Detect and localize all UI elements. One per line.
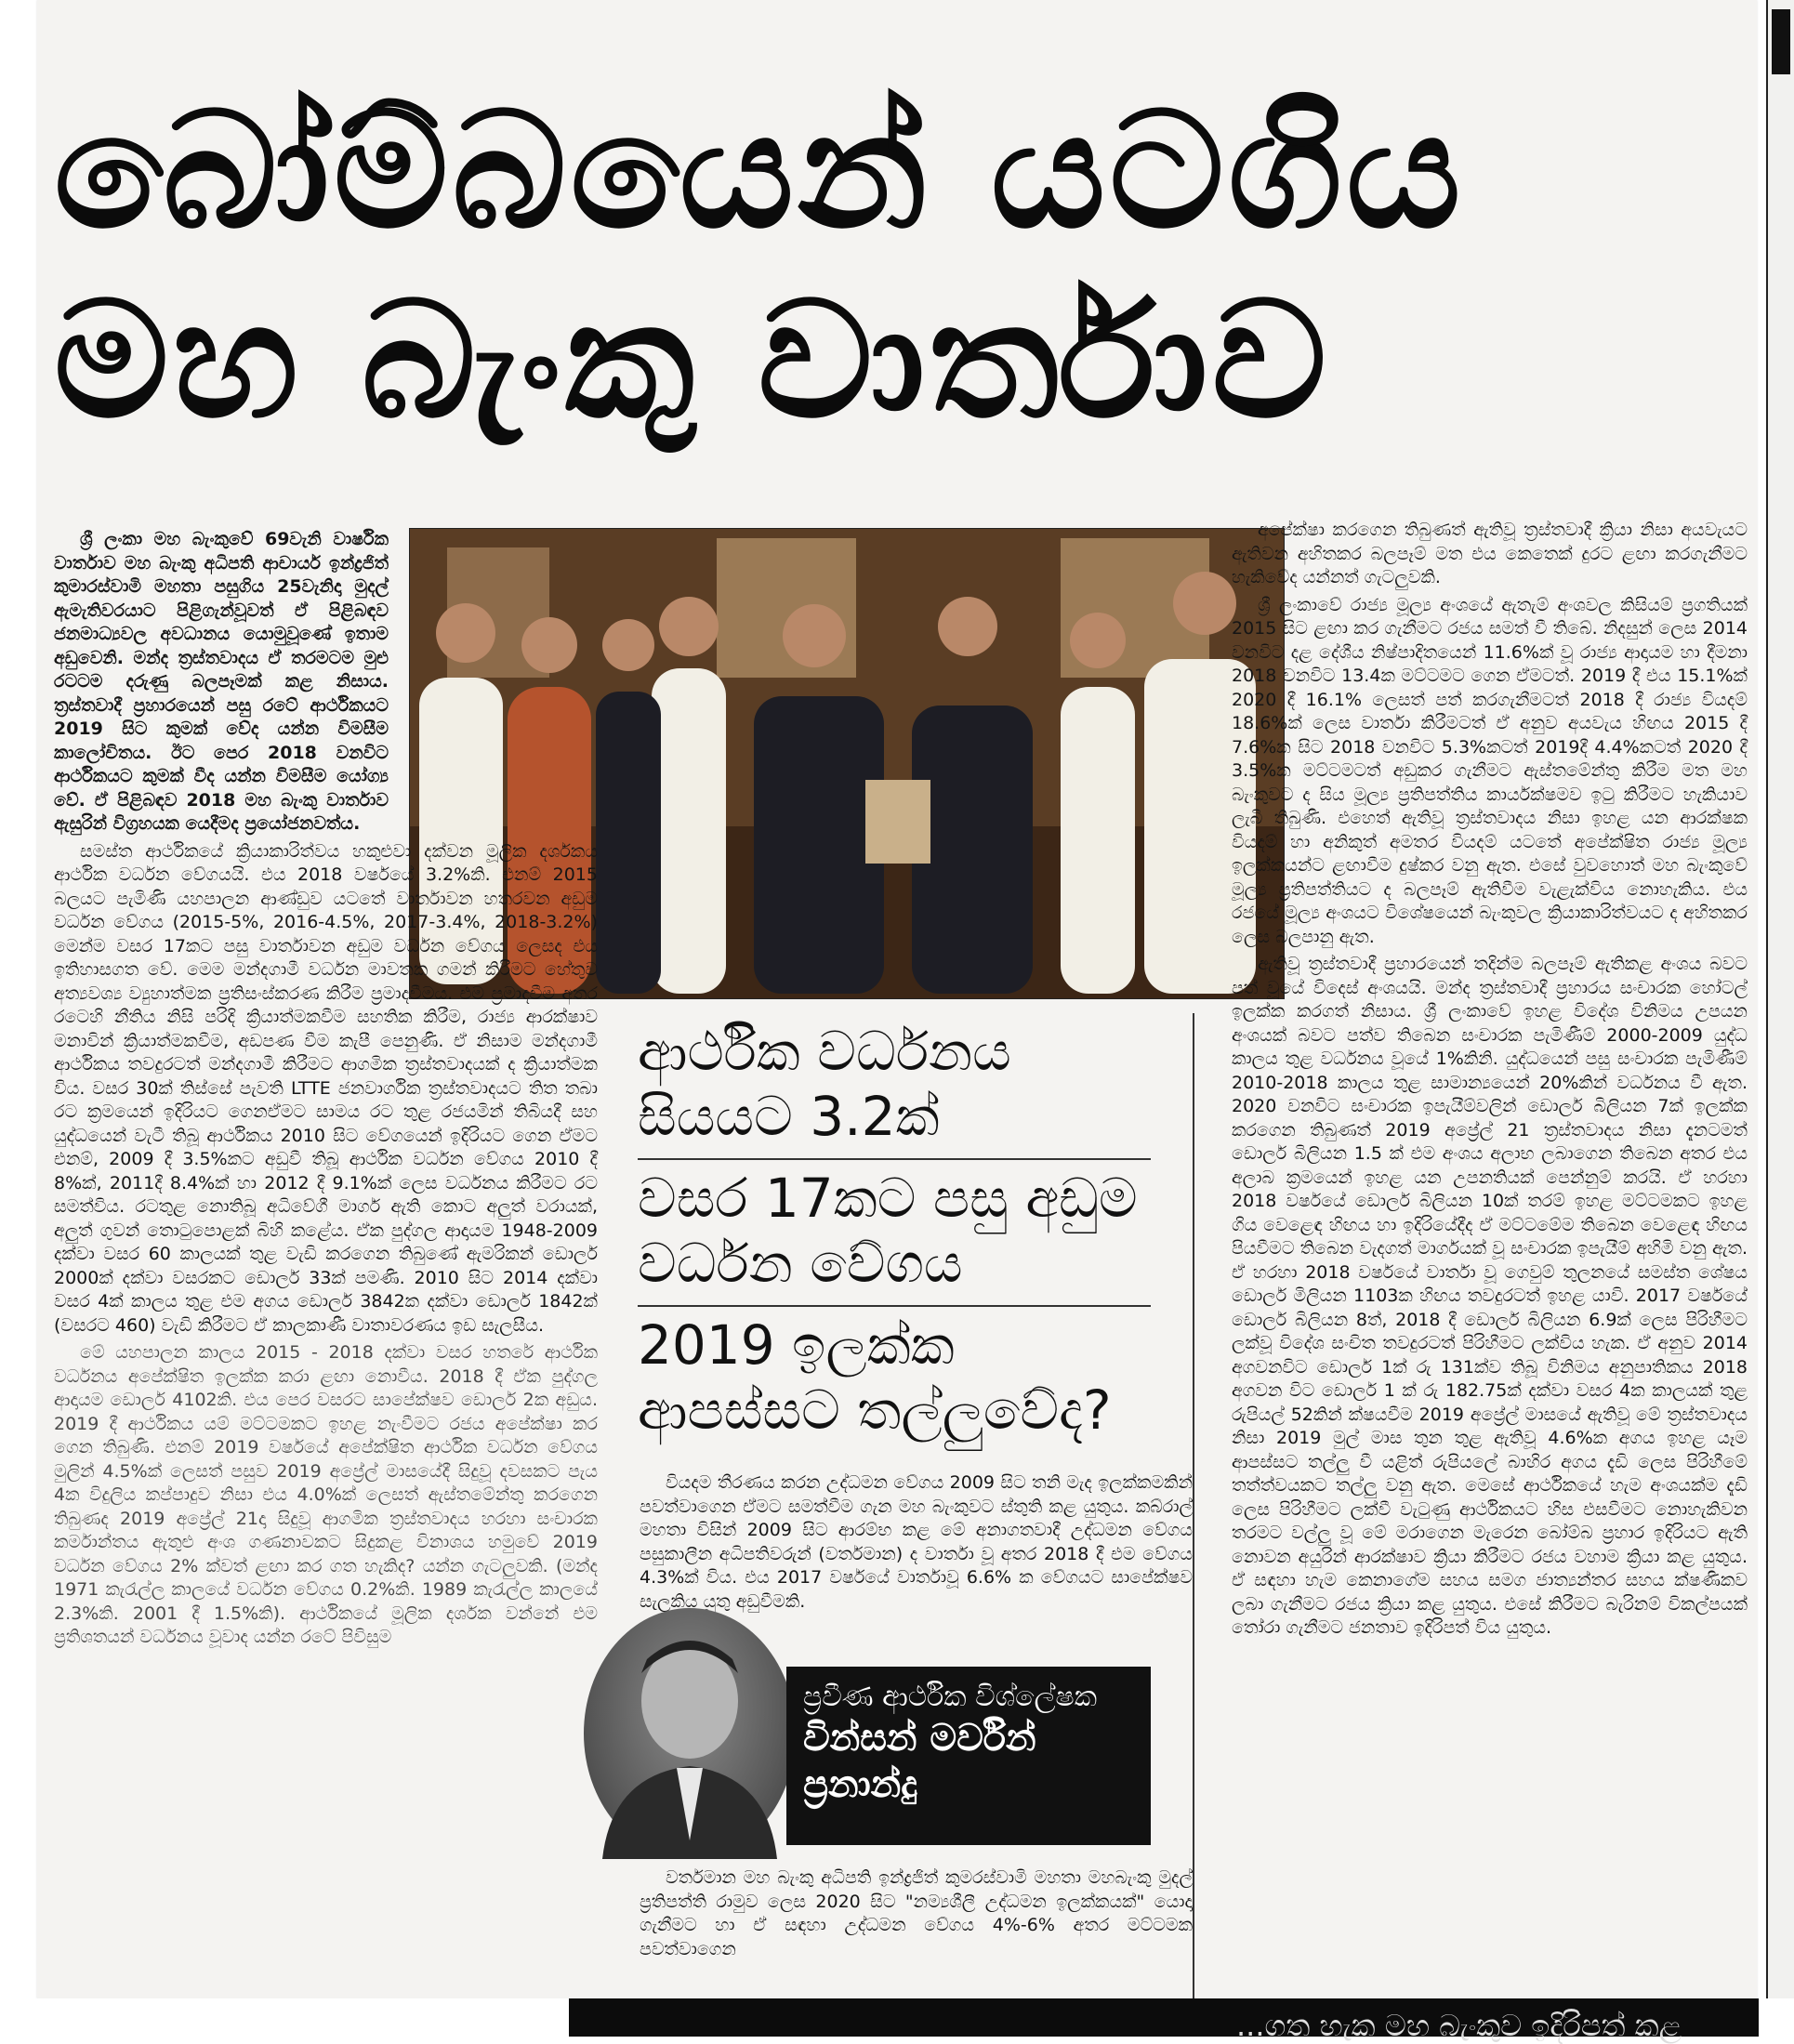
headline-line-2: මහ බැංකු වාර්තාව [54,267,1331,454]
edge-mark [1772,9,1790,74]
adjacent-page-edge [1766,0,1794,2037]
subheadings [638,1013,1151,1452]
headline-line-1: බෝම්බයෙන් යටගිය [54,77,1465,264]
article-paragraph: වියදම තීරණය කරන උද්ධමන වේගය 2009 සිට තනි මැද ඉලක්කමකින් පවත්වාගෙන ඒමට සමත්වීම ගැන මහ බැංකුවට ස්තුති කළ යුතුය. කබ්රාල් මහතා විසින් 2009 සිට ආරම්භ කළ මේ අනාගතවාදී උද්ධමන වේගය පසුකාලීන අධිපතිවරුන් (වර්තමාන) ද වාර්තා වූ අතර 2018 දී එම වේගය 4.3%ක් විය. එය 2017 වර්ෂයේ වාර්තාවූ 6.6% ක වේගයට සාපේක්ෂව සැලකිය යුතු අඩුවීමකි. [640,1472,1193,1612]
article-paragraph: අපේක්ෂා කරගෙන තිබුණත් ඇතිවූ ත්‍රස්තවාදී ක්‍රියා නිසා අයවැයට ඇතිවන අහිතකර බලපෑම් මත එය කෙතෙක් දුරට ළඟා කරගැනීමට හැකිවේද යන්නත් ගැටලුවකි. [1232,520,1748,587]
article-column-1 [54,528,598,1992]
article-paragraph: සමස්ත ආර්ථිකයේ ක්‍රියාකාරිත්වය හකුළුවා දක්වන මූලික දර්ශකය ආර්ථික වර්ධන වේගයයි. එය 2018 වර්ෂයේ 3.2%කි. එනම් 2015 බලයට පැමිණි යහපාලන ආණ්ඩුව යටතේ වාර්තාවන හතරවන අඩුම වර්ධන වේගය (2015-5%, 2016-4.5%, 2017-3.4%, 2018-3.2%) මෙන්ම වසර 17කට පසු වාර්තාවන අඩුම වර්ධන වේගය ලෙසද එය ඉතිහාසගත වේ. මෙම මන්දගාමී වර්ධන මාවතක ගමන් කිරීමට හේතුව අත්‍යවශ්‍ය ව්‍යුහාත්මක ප්‍රතිසංස්කරණ කිරීම ප්‍රමාදවීමය. එම ප්‍රමාදවීම අතර රටෙහි නීතිය නිසි පරිදි ක්‍රියාත්මකවීම සහතික කිරීම, රාජ්‍ය ආරක්ෂාව මනාවින් ක්‍රියාත්මකවීම, අඩපණ වීම කැපී පෙනුණි. ඒ නිසාම මන්දගාමී ආර්ථිකය තවදුරටත් මන්දගාමී කිරීමට ආගමික ත්‍රස්තවාදයක් ද ක්‍රියාත්මක විය. වසර 30ක් තිස්සේ පැවති LTTE ජනවාර්ගික ත්‍රස්තවාදයට තිත තබා රට ක්‍රමයෙන් ඉදිරියට ගෙනඒමට සාමය රට තුළ රජයමින් තිබියදී සහ යුද්ධයෙන් වැටී තිබූ ආර්ථිකය 2010 සිට වේගයෙන් ඉදිරියට ගෙන ඒමට එනම්, 2009 දී 3.5%කට අඩුවී තිබූ ආර්ථික වර්ධන වේගය 2010 දී 8%ක්, 2011දී 8.4%ක් හා 2012 දී 9.1%ක් ලෙස වර්ධනය කිරීමට රට සමත්විය. රටතුළ නොතිබූ අධිවේගී මාර්ග ඇති කොට අලුත් වරායක්, අලුත් ගුවන් තොටුපොළක් බිහි කළේය. ඒක පුද්ගල ආදායම 1948-2009 දක්වා වසර 60 කාලයක් තුළ වැඩි කරගෙන තිබුණේ ඇමරිකන් ඩොලර් 2000ක් දක්වා වසරකට ඩොලර් 33ක් පමණි. 2010 සිට 2014 දක්වා වසර 4ක් කාලය තුළ එම අගය ඩොලර් 3842ක දක්වා ඩොලර් 1842ක් (වසරට 460) වැඩි කිරීමට ඒ කාලකාණී වාතාවරණය ඉඩ සැලසීය. [54,840,598,1336]
author-name-line-2: ප්‍රනාන්දු [803,1763,917,1806]
article-paragraph: මේ යහපාලන කාලය 2015 - 2018 දක්වා වසර හතරේ ආර්ථික වර්ධනය අපේක්ෂිත ඉලක්ක කරා ළඟා නොවීය. 2018 දී ඒක පුද්ගල ආදායම ඩොලර් 4102කි. එය පෙර වසරට සාපේක්ෂව ඩොලර් 2ක අඩුය. 2019 දී ආර්ථිකය යම් මට්ටමකට ඉහළ නැංවීමට රජය අපේක්ෂා කර ගෙන තිබුණි. එනම් 2019 වර්ෂයේ අපේක්ෂිත ආර්ථික වර්ධන වේගය මුලින් 4.5%ක් ලෙසත් පසුව 2019 අප්‍රේල් මාසයේදී සිදුවූ දවසකට පැය 4ක විදුලිය කප්පාදුව නිසා එය 4.0%ක් ලෙසත් ඇස්තමේන්තු කරගෙන තිබුණද 2019 අප්‍රේල් 21දා සිදුවූ ආගමික ත්‍රස්තවාදය හරහා සංචාරක කර්මාන්තය ඇතුළු අංශ ගණනාවකට සිදුකළ විනාශය හමුවේ 2019 වර්ධන වේගය 2% ක්වත් ළඟා කර ගත හැකිද? යන්න ගැටලුවකි. (මන්ද 1971 කැරැල්ල කාලයේ වර්ධන වේගය 0.2%කි. 1989 කැරැල්ල කාලයේ 2.3%කි. 2001 දී 1.5%කි). ආර්ථිකයේ මූලික දර්ශක වන්නේ එම ප්‍රතිශතයන් වර්ධනය වූවාද යන්න රටේ පිවිසුම [54,1342,598,1647]
article-column-3 [1232,519,1748,1997]
article-paragraph: ශ්‍රී ලංකාවේ රාජ්‍ය මූල්‍ය අංශයේ ඇතැම් අංශවල කිසියම් ප්‍රගතියක් 2015 සිට ළඟා කර ගැනීමට රජය සමත් වී තිබේ. නිදසුන් ලෙස 2014 වනවිට දළ දේශීය නිෂ්පාදිතයෙන් 11.6%ක් වූ රාජ්‍ය ආදායම හා දීමනා 2018 වනවිට 13.4ක මට්ටමට ගෙන ඒමටත්. 2019 දී එය 15.1%ක් 2020 දී 16.1% ලෙසත් පත් කරගැනීමටත් 2018 දී රාජ්‍ය වියදම් 18.6%ක් ලෙස වාර්තා කිරීමටත් ඒ අනුව අයවැය හිඟය 2015 දී 7.6%ක සිට 2018 වනවිට 5.3%කටත් 2019දී 4.4%කටත් 2020 දී 3.5%ක මට්ටමටත් අඩුකර ගැනීමට ඇස්තමේන්තු කිරීම මත මහ බැංකුවට ද සිය මූල්‍ය ප්‍රතිපත්තිය කාර්යක්ෂමව ඉටු කිරීමට හැකියාව ලැබී තිබුණි. එහෙත් ඇතිවූ ත්‍රස්තවාදය නිසා ඉහළ යන ආරක්ෂක වියදම් හා අනිකුත් අමතර වියදම් යටතේ අපේක්ෂිත රාජ්‍ය මූල්‍ය ඉලක්කයන්ට ළඟාවීම දුෂ්කර වනු ඇත. එසේ වුවහොත් මහ බැංකුවේ මූල්‍ය ප්‍රතිපත්තියට ද බලපෑම් ඇතිවීම වැළැක්විය නොහැකිය. එය රජයේ මූල්‍ය අංශයට විශේෂයෙන් බැංකුවල ක්‍රියාකාරිත්වයට ද අහිතකර ලෙස බලපානු ඇත. [1232,594,1748,947]
article-paragraph: ඇතිවූ ත්‍රස්තවාදී ප්‍රහාරයෙන් තදින්ම බලපෑම් ඇතිකළ අංශය බවට පත් වූයේ විදෙස් අංශයයි. මන්ද ත්‍රස්තවාදී ප්‍රහාරය සංචාරක හෝටල් ඉලක්ක කරගත් නිසාය. ශ්‍රී ලංකාවේ ඉහළ විදේශ විනිමය උපයන අංශයක් බවට පත්ව තිබෙන සංචාරක පැමිණීම් 2000-2009 යුද්ධ කාලය තුළ වර්ධනය වූයේ 1%කිනි. යුද්ධයෙන් පසු සංචාරක පැමිණීම් 2010-2018 කාලය තුළ සාමාන්‍යයෙන් 20%කින් වර්ධනය වී ඇත. 2020 වනවිට සංචාරක ඉපැයීම්වලින් ඩොලර් බිලියන 7ක් ඉලක්ක කරගෙන තිබුණත් 2019 අප්‍රේල් 21 ත්‍රස්තවාදය නිසා දැනටමත් ඩොලර් බිලියන 1.5 ක් එම අංශය අලාභ ලබාගෙන තිබෙන අතර එය අලාබ ක්‍රමයෙන් ඉහළ යන උපනතියක් පෙන්නුම් කරයි. ඒ හරහා 2018 වර්ෂයේ ඩොලර් බිලියන 10ක් තරම් ඉහළ මට්ටමකට ඉහළ ගිය වෙළෙඳ හිඟය හා ඉදිරියේදීද ඒ මට්ටමේම තිබෙන වෙළෙඳ හිඟය පියවීමට තිබෙන වැදගත් මාර්ගයක් වූ සංචාරක ඉපැයීම් අහිමි වනු ඇත. ඒ හරහා 2018 වර්ෂයේ වාර්තා වූ ගෙවුම් තුලනයේ සමස්ත ශේෂය ඩොලර් මිලියන 1103ක හිඟය තවදුරටත් ඉහළ යාවි. 2017 වර්ෂයේ ඩොලර් බිලියන 8ත්, 2018 දී ඩොලර් බිලියන 6.9ක් ලෙස පිරිහීමට ලක්වූ විදේශ සංචිත තවදුරටත් පිරිහීමට ලක්විය හැක. ඒ අනුව 2014 අගවනවිට ඩොලර් 1ක් රු 131ක්ව තිබූ විනිමය අනුපාතිකය 2018 අගවන විට ඩොලර් 1 ක් රු 182.75ක් දක්වා වසර 4ක කාලයක් තුළ රුපියල් 52කින් ක්ෂයවීම 2019 අප්‍රේල් මාසයේ ඇතිවූ මේ ත්‍රස්තවාදය නිසා 2019 මුල් මාස තුන තුළ ඇතිවූ 4.6%ක අගය ඉහළ යෑම ආපස්සට තල්ලු වී යළිත් රුපියලේ බාහිර අගය දැඩි ලෙස පිරිහීමේ තත්ත්වයකට තල්ලු වනු ඇත. මෙසේ ආර්ථිකයේ හැම අංශයක්ම දැඩි ලෙස පිරිහීමට ලක්වී වැටුණු ආර්ථිකයට හිස එසවීමට නොහැකිවන තරමට වල්ලු වූ මේ මරාගෙන මැරෙන බෝම්බ ප්‍රහාර ඉදිරියට ඇති නොවන අයුරින් ආරක්ෂාව ක්‍රියා කිරීමට රජය වහාම ක්‍රියා කළ යුතුය. ඒ සඳහා හැම කෙනාගේම සහය සමග ජාත්‍යන්තර සහය ක්ෂණිකව ලබා ගැනීමට රජය ක්‍රියා කළ යුතුය. එසේ කිරීමට බැරිනම් විකල්පයක් තෝරා ගැනීමට ජනතාව ඉදිරිපත් විය යුතුය. [1232,954,1748,1638]
article-paragraph: වර්තමාන මහ බැංකු අධිපති ඉන්ද්‍රජිත් කුමරස්වාමි මහතා මහබැංකු මුදල් ප්‍රතිපත්ති රාමුව ලෙස 2020 සිට "නම්‍යශීලී උද්ධමන ඉලක්කයක්" යොදා ගැනීමට හා ඒ සඳහා උද්ධමන වේගය 4%-6% අතර මට්ටමක පවත්වාගෙන [640,1867,1193,1959]
subheading-2: වසර 17කට පසු අඩුම වර්ධන වේගය [638,1160,1151,1307]
next-article-text: ...ගත හැක මහ බැංකුව ඉදිරිපත් කළ [1236,2008,1682,2043]
article-lead-paragraph: ශ්‍රී ලංකා මහ බැංකුවේ 69වැනි වාර්ෂික වාර්තාව මහ බැංකු අධිපති ආචාර්ය ඉන්ද්‍රජිත් කුමාරස්වාමි මහතා පසුගිය 25වැනිදා මුදල් ඇමැතිවරයාට පිළිගැන්වූවත් ඒ පිළිබඳව ජනමාධ්‍යවල අවධානය යොමුවූණේ ඉතාම අඩුවෙනි. මන්ද ත්‍රස්තවාදය ඒ තරමටම මුළු රටටම දරුණු බලපෑමක් කළ නිසාය. ත්‍රස්තවාදී ප්‍රහාරයෙන් පසු රටේ ආර්ථිකයට 2019 සිට කුමක් වේද යන්න විමසීම කාලෝචිතය. ඊට පෙර 2018 වනවිට ආර්ථිකයට කුමක් වීද යන්න විමසීම යෝග්‍ය වේ. ඒ පිළිබඳව 2018 මහ බැංකු වාර්තාව ඇසුරින් විග්‍රහයක යෙදීමද ප්‍රයෝජනවත්ය. [54,529,389,834]
article-column-2 [640,1471,1193,1612]
headline [54,76,1755,455]
author-role: ප්‍රවීණ ආර්ථික විශ්ලේෂක [803,1681,1098,1713]
subheading-1: ආර්ථික වර්ධනය සියයට 3.2ක් [638,1013,1151,1160]
subheading-3: 2019 ඉලක්ක ආපස්සට තල්ලුවේද? [638,1313,1112,1442]
article-column-2-continued [640,1866,1193,1997]
author-name-line-1: වින්සන් මර්වින් [803,1717,1036,1760]
portrait-illustration [584,1608,796,1859]
author-byline [786,1667,1151,1845]
author-portrait [584,1608,796,1859]
column-divider [1193,1013,1194,1998]
